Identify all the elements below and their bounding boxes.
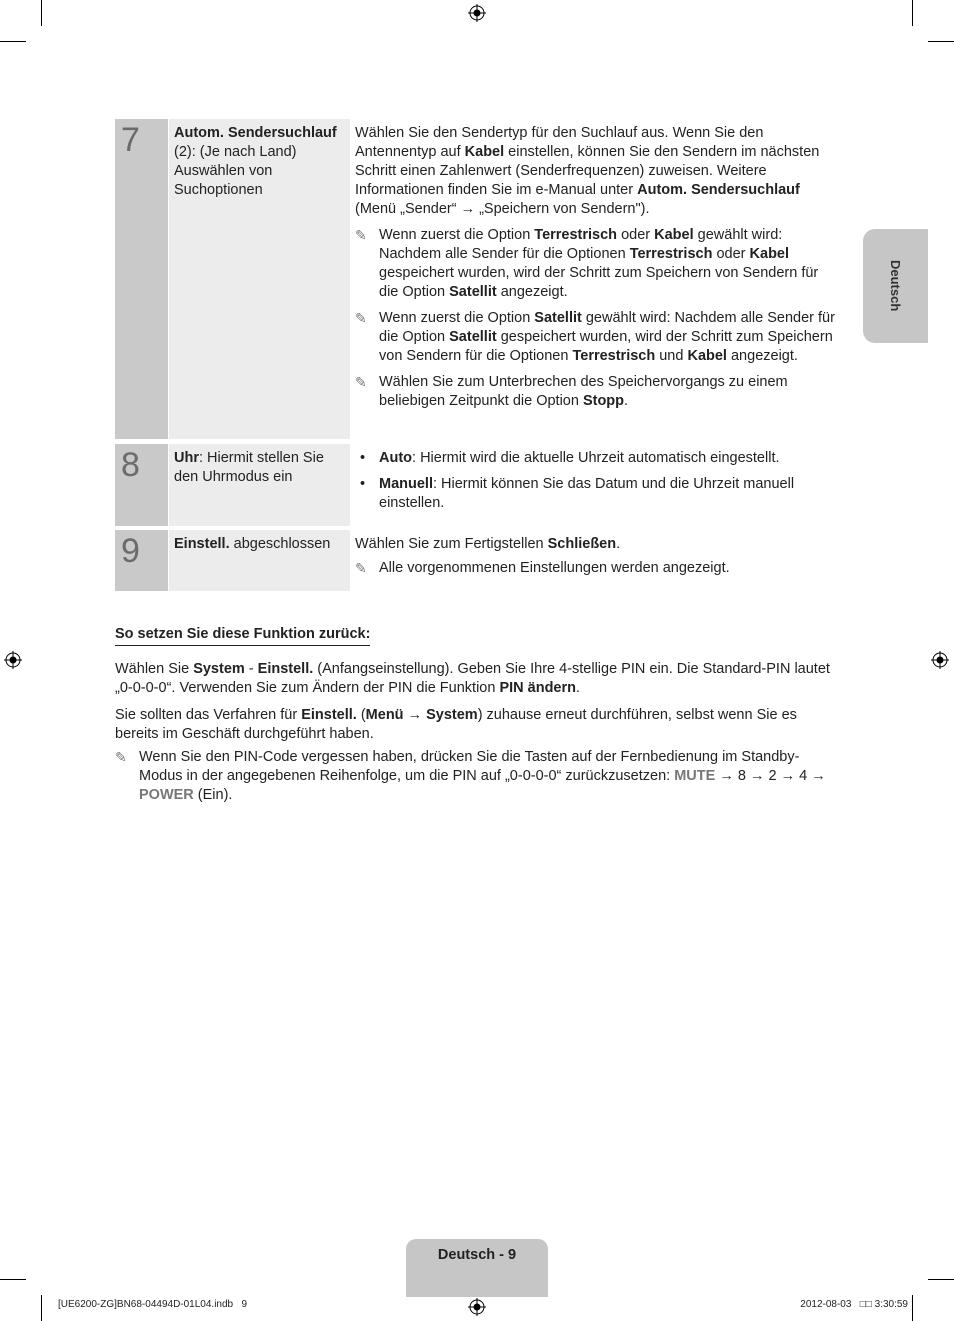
step-number: 9 xyxy=(121,532,140,570)
crop-mark xyxy=(912,1295,913,1321)
step-label-cell xyxy=(169,119,350,439)
step-row-7 xyxy=(115,119,835,439)
language-tab-label: Deutsch xyxy=(888,260,903,312)
step-number-cell xyxy=(115,530,168,591)
note-text: Wenn Sie den PIN-Code vergessen haben, drücken Sie die Tasten auf der Fernbedienung im Standby-Modus in der angegebenen Reihenfolge, um die PIN auf „0-0-0-0“ zurückzusetzen: MUTE → 8 → 2 → 4 → POWER (Ein). xyxy=(139,749,826,803)
pencil-note-icon: ✎ xyxy=(355,310,367,326)
step-label-text: abgeschlossen xyxy=(229,536,331,552)
step-label-text: (2): (Je nach Land) Auswählen von Suchoptionen xyxy=(174,144,297,198)
page-number-label: Deutsch - 9 xyxy=(437,1247,517,1263)
pencil-note-icon: ✎ xyxy=(355,227,367,243)
pencil-note-icon: ✎ xyxy=(355,374,367,390)
registration-mark-icon xyxy=(468,4,486,22)
crop-mark xyxy=(912,0,913,26)
crop-mark xyxy=(928,1279,954,1280)
step-number: 7 xyxy=(121,121,140,159)
pencil-note-icon: ✎ xyxy=(115,749,127,765)
step-description xyxy=(355,530,835,578)
page-number-tab xyxy=(406,1239,548,1297)
step-intro: Wählen Sie den Sendertyp für den Suchlauf aus. Wenn Sie den Antennentyp auf Kabel einstellen, können Sie den Sendern im nächsten Schritt einen Zahlenwert (Senderfrequenzen) zuweisen. Weitere Informationen finden Sie im e-Manual unter Autom. Sendersuchlauf (Menü „Sender“ → „Speichern von Sendern"). xyxy=(355,125,820,217)
language-tab xyxy=(863,229,928,343)
note-item xyxy=(355,226,835,302)
note-text: Wählen Sie zum Unterbrechen des Speichervorgangs zu einem beliebigen Zeitpunkt die Option Stopp. xyxy=(379,374,788,409)
file-slug: [UE6200-ZG]BN68-04494D-01L04.indb 9 xyxy=(58,1299,248,1310)
step-label-bold: Uhr xyxy=(174,450,199,466)
step-label-text: : Hiermit stellen Sie den Uhrmodus ein xyxy=(174,450,324,485)
step-description xyxy=(355,444,835,513)
step-label-cell xyxy=(169,530,350,591)
step-number-cell xyxy=(115,444,168,526)
step-intro: Wählen Sie zum Fertigstellen Schließen. xyxy=(355,536,621,552)
step-number-cell xyxy=(115,119,168,439)
registration-mark-icon xyxy=(931,651,949,669)
paragraph: Sie sollten das Verfahren für Einstell. (Menü → System) zuhause erneut durchführen, selbst wenn Sie es bereits im Geschäft durchgeführt haben. xyxy=(115,707,797,742)
crop-mark xyxy=(41,0,42,26)
step-label-bold: Einstell. xyxy=(174,536,230,552)
note-text: Wenn zuerst die Option Satellit gewählt wird: Nachdem alle Sender für die Option Satellit gespeichert wurden, wird der Schritt zum Speichern von Sendern für die Optionen Terrestrisch und Kabel angezeigt. xyxy=(379,310,835,364)
crop-mark xyxy=(928,41,954,42)
step-number: 8 xyxy=(121,446,140,484)
date-slug: 2012-08-03 □□ 3:30:59 xyxy=(800,1299,908,1310)
step-row-8 xyxy=(115,444,835,526)
bullet-item xyxy=(355,449,835,468)
note-text: Wenn zuerst die Option Terrestrisch oder Kabel gewählt wird: Nachdem alle Sender für die Optionen Terrestrisch oder Kabel gespeichert wurden, wird der Schritt zum Speichern von Sendern für die Option Satellit angezeigt. xyxy=(379,227,819,300)
pencil-note-icon: ✎ xyxy=(355,560,367,576)
section-title: So setzen Sie diese Funktion zurück: xyxy=(115,625,370,646)
step-row-9 xyxy=(115,530,835,591)
bullet-text: Manuell: Hiermit können Sie das Datum und die Uhrzeit manuell einstellen. xyxy=(379,476,795,511)
note-item xyxy=(355,559,835,578)
bullet-item xyxy=(355,475,835,513)
paragraph: Wählen Sie System - Einstell. (Anfangseinstellung). Geben Sie Ihre 4-stellige PIN ein. Die Standard-PIN lautet „0-0-0-0“. Verwenden Sie zum Ändern der PIN die Funktion PIN ändern. xyxy=(115,661,830,696)
reset-section xyxy=(115,625,835,805)
step-label-bold: Autom. Sendersuchlauf xyxy=(174,125,337,141)
crop-mark xyxy=(0,1279,26,1280)
registration-mark-icon xyxy=(4,651,22,669)
crop-mark xyxy=(0,41,26,42)
step-label-cell xyxy=(169,444,350,526)
note-item xyxy=(115,748,835,805)
bullet-text: Auto: Hiermit wird die aktuelle Uhrzeit automatisch eingestellt. xyxy=(379,450,780,466)
registration-mark-icon xyxy=(468,1298,486,1316)
note-item xyxy=(355,373,835,411)
crop-mark xyxy=(41,1295,42,1321)
note-item xyxy=(355,309,835,366)
note-text: Alle vorgenommenen Einstellungen werden angezeigt. xyxy=(379,560,730,576)
bullet-icon: • xyxy=(360,476,366,492)
bullet-icon: • xyxy=(360,450,366,466)
step-description xyxy=(355,119,835,411)
